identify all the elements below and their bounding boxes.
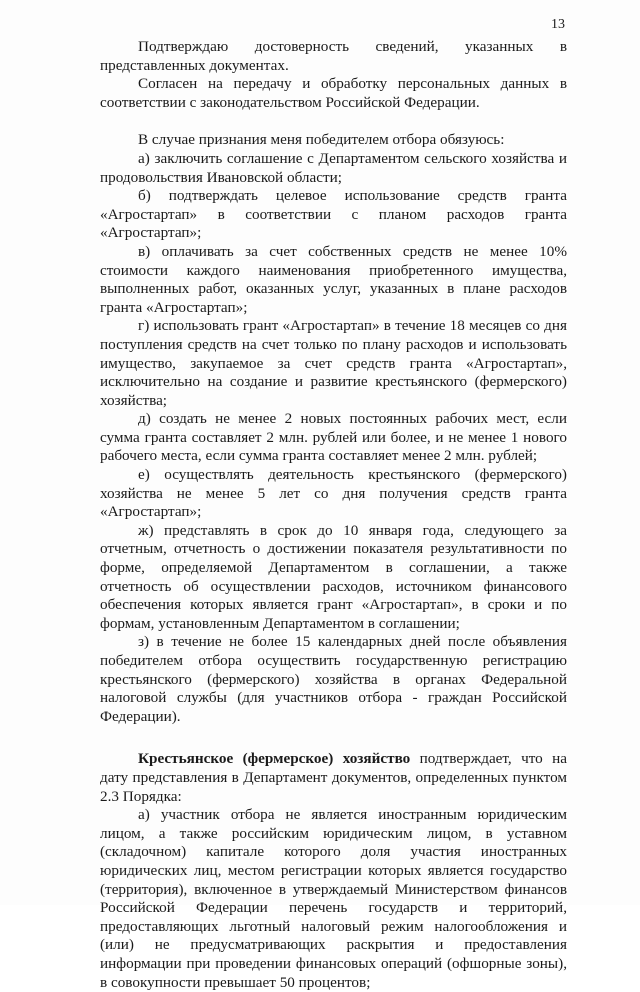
obligations-intro: В случае признания меня победителем отбора обязуюсь: (138, 131, 505, 149)
obligation-item: б) подтверждать целевое использование средств гранта «Агростартап» в соответствии с планом расходов гранта «Агростартап»; (100, 187, 567, 242)
accuracy-statement: Подтверждаю достоверность сведений, указанных в представленных документах. (100, 38, 567, 74)
obligation-item: а) заключить соглашение с Департаментом сельского хозяйства и продовольствия Ивановской области; (100, 149, 567, 186)
farm-item-a: а) участник отбора не является иностранным юридическим лицом, а также российским юридическим лицом, в уставном (складочном) капитале которого доля участия иностранных юридических лиц, местом регистрации которых является государство (территория), включенное в утверждаемый Министерством финансов Российской Федерации перечень государств и территорий, предоставляющих льготный налоговый режим налогообложения и (или) не предусматривающих раскрытия и предоставления информации при проведении финансовых операций (офшорные зоны), в совокупности превышает 50 процентов; (100, 806, 567, 991)
document-body (100, 38, 567, 992)
obligation-item: г) использовать грант «Агростартап» в течение 18 месяцев со дня поступления средств на счет только по плану расходов и использовать имущество, закупаемое за счет средств гранта «Агростартап», исключительно на создание и развитие крестьянского (фермерского) хозяйства; (100, 317, 567, 409)
farm-confirmation-lead (100, 750, 567, 806)
obligation-item: д) создать не менее 2 новых постоянных рабочих мест, если сумма гранта составляет 2 млн. рублей или более, и не менее 1 нового рабочего места, если сумма гранта составляет менее 2 млн. рублей; (100, 410, 567, 465)
consent-statement: Согласен на передачу и обработку персональных данных в соответствии с законодательством Российской Федерации. (100, 75, 567, 111)
obligation-item: з) в течение не более 15 календарных дней после объявления победителем отбора осуществить государственную регистрацию крестьянского (фермерского) хозяйства в органах Федеральной налоговой службы (для участников отбора - граждан Российской Федерации). (100, 633, 567, 725)
page-number: 13 (551, 17, 565, 32)
farm-title: Крестьянское (фермерское) хозяйство (138, 750, 411, 768)
obligation-item: в) оплачивать за счет собственных средств не менее 10% стоимости каждого наименования приобретенного имущества, выполненных работ, оказанных услуг, указанных в плане расходов гранта «Агростартап»; (100, 242, 567, 316)
obligation-item: е) осуществлять деятельность крестьянского (фермерского) хозяйства не менее 5 лет со дня получения средств гранта «Агростартап»; (100, 466, 567, 521)
farm-lead-text: подтверждает, что на дату представления в Департамент документов, определенных пунктом 2.3 Порядка: (100, 750, 567, 805)
obligation-item: ж) представлять в срок до 10 января года, следующего за отчетным, отчетность о достижении показателя результативности по форме, определяемой Департаментом в соглашении, а также отчетность об осуществлении расходов, источником финансового обеспечения которых является грант «Агростартап», в сроки и по формам, установленным Департаментом в соглашении; (100, 521, 567, 632)
